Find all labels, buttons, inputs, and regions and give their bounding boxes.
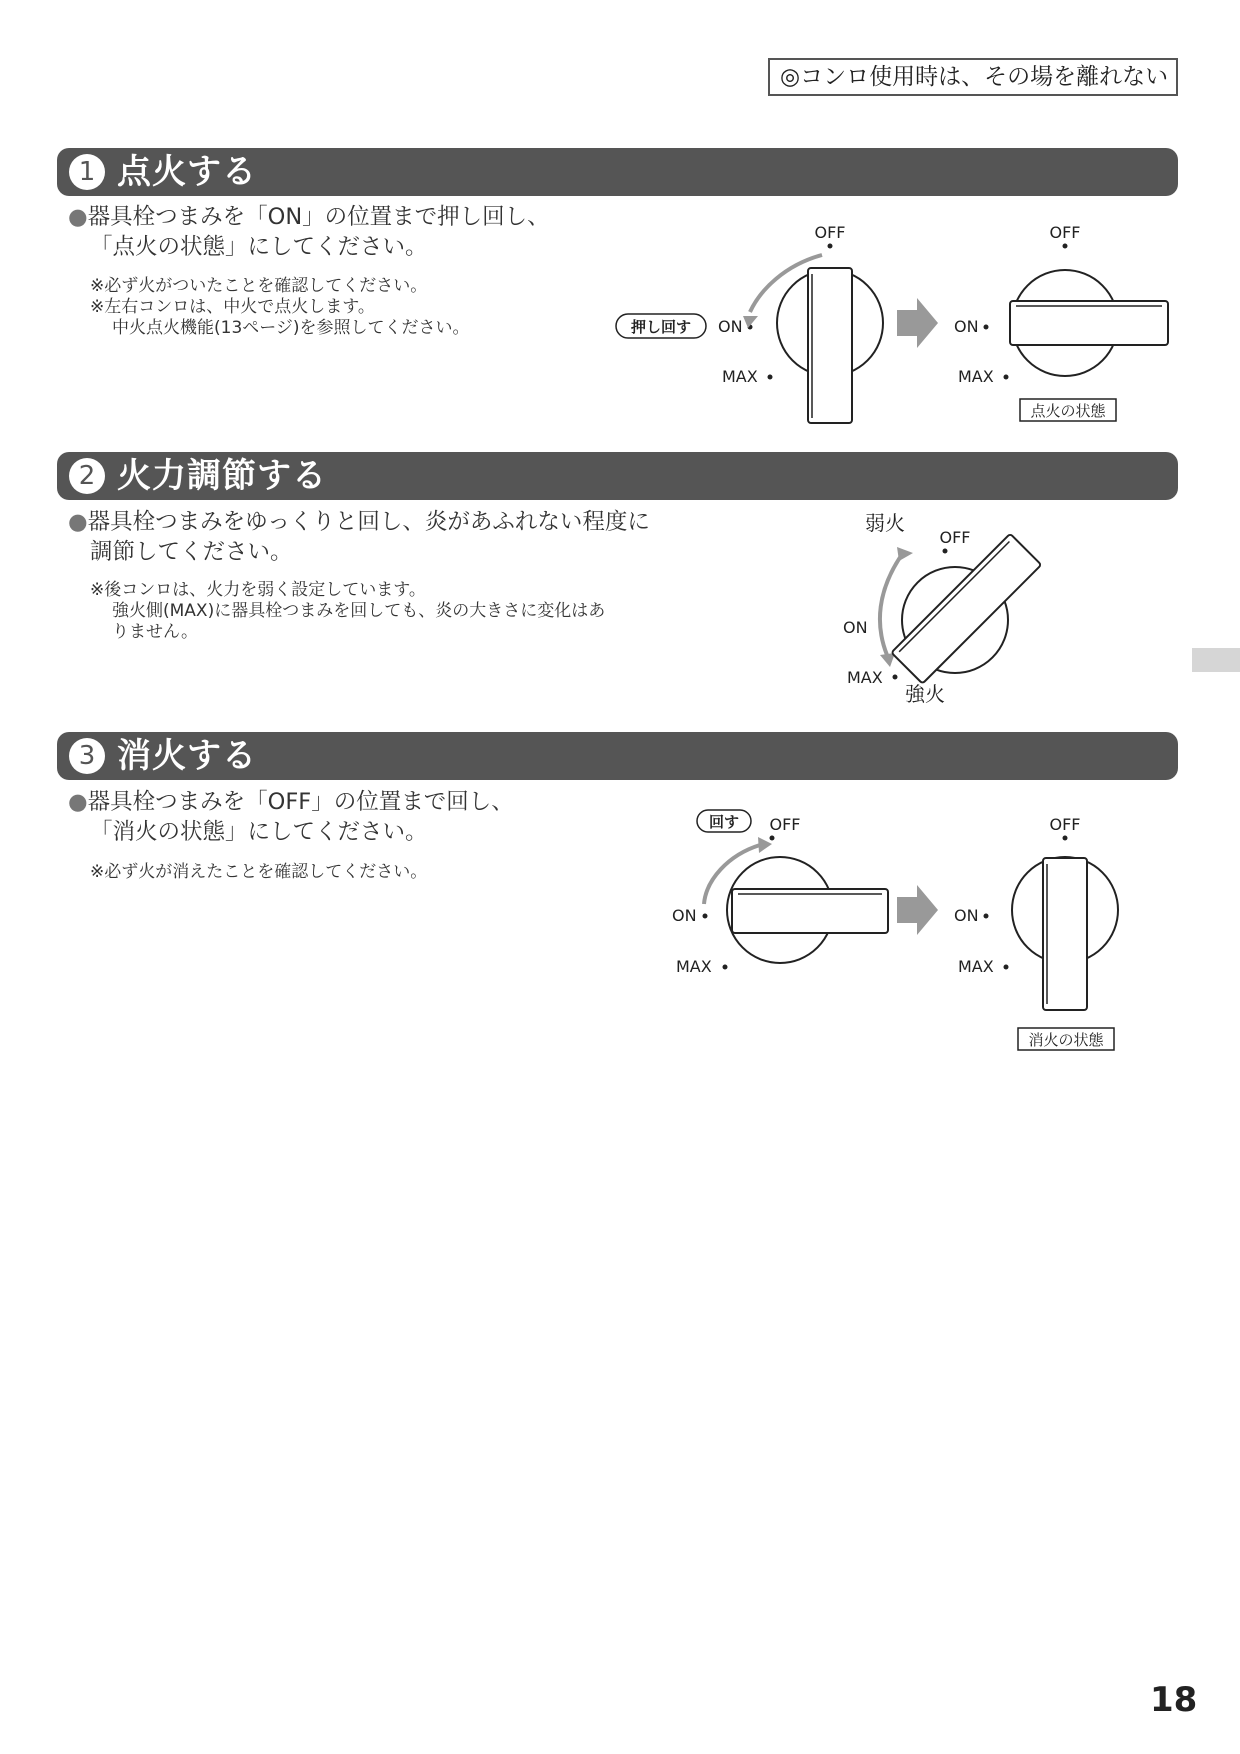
instruction-line-1: 器具栓つまみを「OFF」の位置まで回し、 [87,789,514,815]
on-dot [703,914,708,919]
on-label: ON [954,317,979,336]
section-number: 2 [69,458,105,494]
section-title: 点火する [117,152,257,192]
instruction-line-2: 「消火の状態」にしてください。 [90,819,428,845]
bullet-icon: ● [68,509,88,535]
off-label: OFF [814,223,846,242]
section-3-instruction [68,787,514,847]
section-header-1 [57,148,1178,196]
side-index-tab [1192,648,1240,672]
section-header-3 [57,732,1178,780]
max-dot [723,965,728,970]
extinguish-state-label: 消火の状態 [1028,1031,1104,1049]
note-line: りません。 [112,622,199,642]
ignition-diagram [600,210,1180,435]
on-dot [984,325,989,330]
section-1-notes [90,276,470,339]
on-label: ON [718,317,743,336]
off-dot [1063,836,1068,841]
off-dot [828,244,833,249]
instruction-line-1: 器具栓つまみをゆっくりと回し、炎があふれない程度に [87,509,650,535]
off-label: OFF [769,815,801,834]
max-label: MAX [958,957,994,976]
max-label: MAX [958,367,994,386]
off-label: OFF [1049,223,1081,242]
adjust-arrow [880,553,903,655]
knob-handle-right [1043,858,1087,1010]
knob-handle-left [732,889,888,933]
ignition-state-label: 点火の状態 [1030,402,1106,420]
push-turn-label: 押し回す [630,318,692,336]
transition-arrow [897,298,938,348]
section-1-instruction [68,202,550,262]
note-line: ※左右コンロは、中火で点火します。 [90,297,375,317]
strong-heat-label: 強火 [905,682,945,706]
note-line: ※必ず火がついたことを確認してください。 [90,276,428,296]
section-title: 火力調節する [117,456,327,496]
off-dot [1063,244,1068,249]
section-3-notes [90,862,427,883]
note-line: 強火側(MAX)に器具栓つまみを回しても、炎の大きさに変化はあ [112,601,606,621]
weak-heat-label: 弱火 [865,511,905,535]
heat-adjust-diagram [835,505,1075,710]
page-number: 18 [1150,1680,1198,1720]
section-number: 3 [69,738,105,774]
section-2-notes [90,580,605,643]
on-label: ON [843,618,868,637]
off-label: OFF [1049,815,1081,834]
off-dot [770,836,775,841]
off-label: OFF [939,528,971,547]
max-dot [893,675,898,680]
section-number: 1 [69,154,105,190]
note-line: 中火点火機能(13ページ)を参照してください。 [112,318,470,338]
section-2-instruction [68,507,650,567]
instruction-line-2: 調節してください。 [90,539,293,565]
note-line: ※後コンロは、火力を弱く設定しています。 [90,580,426,600]
on-dot [984,914,989,919]
bullet-icon: ● [68,204,88,230]
instruction-line-1: 器具栓つまみを「ON」の位置まで押し回し、 [87,204,550,230]
max-label: MAX [676,957,712,976]
adjust-arrowhead-top [897,547,913,561]
caution-box: ◎コンロ使用時は、その場を離れない [768,58,1178,96]
section-title: 消火する [117,736,257,776]
extinguish-diagram [660,800,1180,1060]
max-dot [1004,965,1009,970]
max-label: MAX [847,668,883,687]
max-dot [768,375,773,380]
rotate-arrowhead [758,837,772,853]
bullet-icon: ● [68,789,88,815]
section-header-2 [57,452,1178,500]
knob-handle-right [1010,301,1168,345]
on-label: ON [672,906,697,925]
transition-arrow [897,885,938,935]
on-label: ON [954,906,979,925]
max-dot [1004,375,1009,380]
max-label: MAX [722,367,758,386]
instruction-line-2: 「点火の状態」にしてください。 [90,234,428,260]
knob-handle-left [808,268,852,423]
turn-label: 回す [708,813,740,831]
off-dot [943,549,948,554]
note-line: ※必ず火が消えたことを確認してください。 [90,862,428,882]
